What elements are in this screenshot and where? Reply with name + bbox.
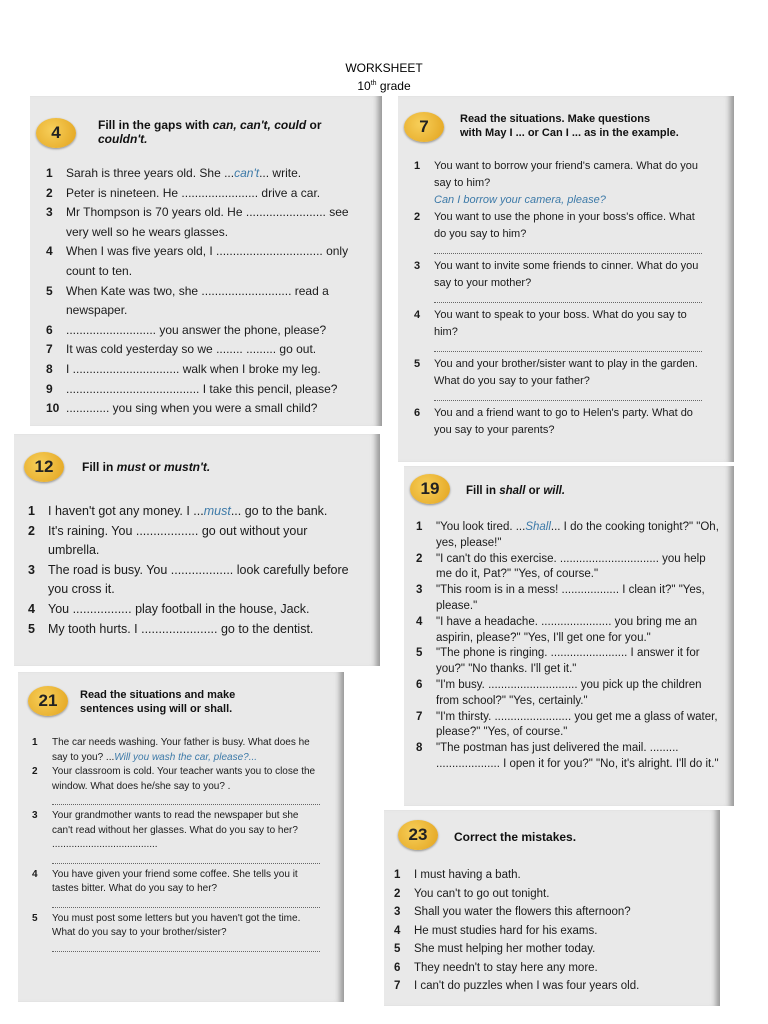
answer-example: must (203, 504, 231, 518)
list-item: 8 I ................................ walk when I broke my leg. (46, 361, 321, 376)
list-item: 6 "I'm busy. ............................ you pick up the children from school?" "Yes, certainly." (416, 678, 702, 707)
exercise-21-card (18, 672, 344, 1002)
list-item: 5 You must post some letters but you haven't got the time. What do you say to your brother/sister? (32, 912, 320, 952)
list-item: 1 Sarah is three years old. She ...can't... write. (46, 166, 302, 180)
answer-line (52, 794, 320, 805)
exercise-items (46, 164, 368, 419)
list-item: 3 The road is busy. You .................. look carefully before you cross it. (28, 562, 349, 597)
list-item: 2 You can't to go out tonight. (394, 887, 550, 900)
answer-line (52, 897, 320, 908)
list-item: 4 You want to speak to your boss. What do you say to him? (414, 307, 702, 352)
list-item: 3 You want to invite some friends to cinner. What do you say to your mother? (414, 258, 702, 303)
answer-line (434, 341, 702, 352)
list-item: 5 "The phone is ringing. ........................ I answer it for you?" "No thanks. I'll get it." (416, 647, 700, 676)
answer-line (434, 390, 702, 401)
exercise-items (394, 866, 710, 996)
exercise-23-card (384, 810, 720, 1006)
list-item: 2 Your classroom is cold. Your teacher wants you to close the window. What does he/she say to you? . (32, 765, 320, 805)
list-item: 3 "This room is in a mess! .................. I clean it?" "Yes, please." (416, 584, 705, 612)
list-item: 6 You and a friend want to go to Helen's party. What do you say to your parents? (414, 407, 693, 436)
answer-example: can't (234, 166, 260, 180)
list-item: 3 Mr Thompson is 70 years old. He ........................ see very well so he wears glasses. (46, 205, 349, 239)
list-item: 8 "The postman has just delivered the mail. ......... .................... I open it for you?" "No, it's alright. I'll do it." (416, 742, 719, 770)
list-item: 7 It was cold yesterday so we ........ ......... go out. (46, 342, 317, 357)
exercise-title: Fill in shall or will. (466, 485, 566, 497)
answer-example: Can I borrow your camera, please? (434, 194, 606, 206)
answer-line (52, 853, 320, 864)
grade-word: grade (379, 79, 411, 93)
exercise-items (416, 520, 722, 773)
list-item: 2 Peter is nineteen. He ....................... drive a car. (46, 185, 321, 200)
exercise-title: Correct the mistakes. (454, 830, 577, 844)
list-item: 1 The car needs washing. Your father is busy. What does he say to you? ...Will you wash the car, please?... (32, 737, 310, 763)
exercise-number-badge: 19 (410, 474, 450, 504)
list-item: 4 You ................. play football in the house, Jack. (28, 601, 310, 616)
exercise-items (28, 502, 354, 639)
list-item: 7 "I'm thirsty. ........................ you get me a glass of water, please?" "Yes, of course." (416, 710, 718, 739)
answer-example: Shall (525, 521, 551, 533)
exercise-7-card (398, 96, 734, 462)
exercise-number-badge: 7 (404, 112, 444, 142)
list-item: 5 She must helping her mother today. (394, 943, 596, 955)
list-item: 4 When I was five years old, I ................................ only count to ten. (46, 244, 349, 278)
grade-suffix: th (370, 80, 377, 87)
list-item: 7 I can't do puzzles when I was four years old. (394, 980, 640, 992)
list-item: 6 They needn't to stay here any more. (394, 961, 598, 974)
list-item: 4 You have given your friend some coffee. She tells you it tastes bitter. What do you say to her? (32, 868, 320, 908)
exercise-number-badge: 21 (28, 686, 68, 716)
exercise-number-badge: 23 (398, 820, 438, 850)
exercise-title: Read the situations and make sentences using will or shall. (80, 689, 236, 715)
list-item: 2 You want to use the phone in your boss's office. What do you say to him? (414, 209, 702, 254)
exercise-number-badge: 4 (36, 118, 76, 148)
exercise-title: Read the situations. Make questions with May I ... or Can I ... as in the example. (460, 113, 679, 139)
list-item: 1 "You look tired. ...Shall... I do the cooking tonight?" "Oh, yes, please!" (416, 521, 719, 549)
list-item: 3 Your grandmother wants to read the newspaper but she can't read without her glasses. What do you say to her? ...................................... (32, 809, 320, 864)
list-item: 9 ........................................ I take this pencil, please? (46, 381, 338, 396)
list-item: 1 I must having a bath. (394, 869, 521, 881)
list-item: 1 You want to borrow your friend's camera. What do you say to him? Can I borrow your camera, please? (414, 158, 702, 209)
exercise-number-badge: 12 (24, 452, 64, 482)
exercise-12-card (14, 434, 380, 666)
list-item: 6 ........................... you answer the phone, please? (46, 322, 327, 337)
grade-label (0, 76, 768, 94)
list-item: 3 Shall you water the flowers this afternoon? (394, 906, 631, 918)
list-item: 5 You and your brother/sister want to play in the garden. What do you say to your father? (414, 356, 702, 401)
worksheet-header (0, 60, 768, 94)
exercise-title: Fill in must or mustn't. (82, 460, 211, 474)
answer-line (434, 243, 702, 254)
list-item: 4 "I have a headache. ...................... you bring me an aspirin, please?" "Yes, I'll get one for you." (416, 615, 698, 644)
list-item: 5 My tooth hurts. I ...................... go to the dentist. (28, 621, 314, 636)
answer-example: Will you wash the car, please?... (114, 751, 258, 763)
exercise-items (32, 736, 320, 956)
worksheet-title: WORKSHEET (345, 61, 423, 75)
list-item: 10 ............. you sing when you were a small child? (46, 401, 318, 416)
answer-line (434, 292, 702, 303)
exercise-items (414, 158, 702, 439)
grade-number: 10 (357, 79, 371, 93)
list-item: 5 When Kate was two, she ........................... read a newspaper. (46, 283, 329, 318)
list-item: 1 I haven't got any money. I ...must... go to the bank. (28, 504, 328, 518)
answer-line (52, 941, 320, 952)
exercise-title: Fill in the gaps with can, can't, could or couldn't. (98, 118, 322, 146)
list-item: 2 "I can't do this exercise. ............................... you help me do it, Pat?" "Yes, of course." (416, 552, 706, 581)
exercise-4-card (30, 96, 382, 426)
list-item: 4 He must studies hard for his exams. (394, 924, 598, 937)
list-item: 2 It's raining. You .................. go out without your umbrella. (28, 523, 308, 558)
exercise-19-card (404, 466, 734, 806)
